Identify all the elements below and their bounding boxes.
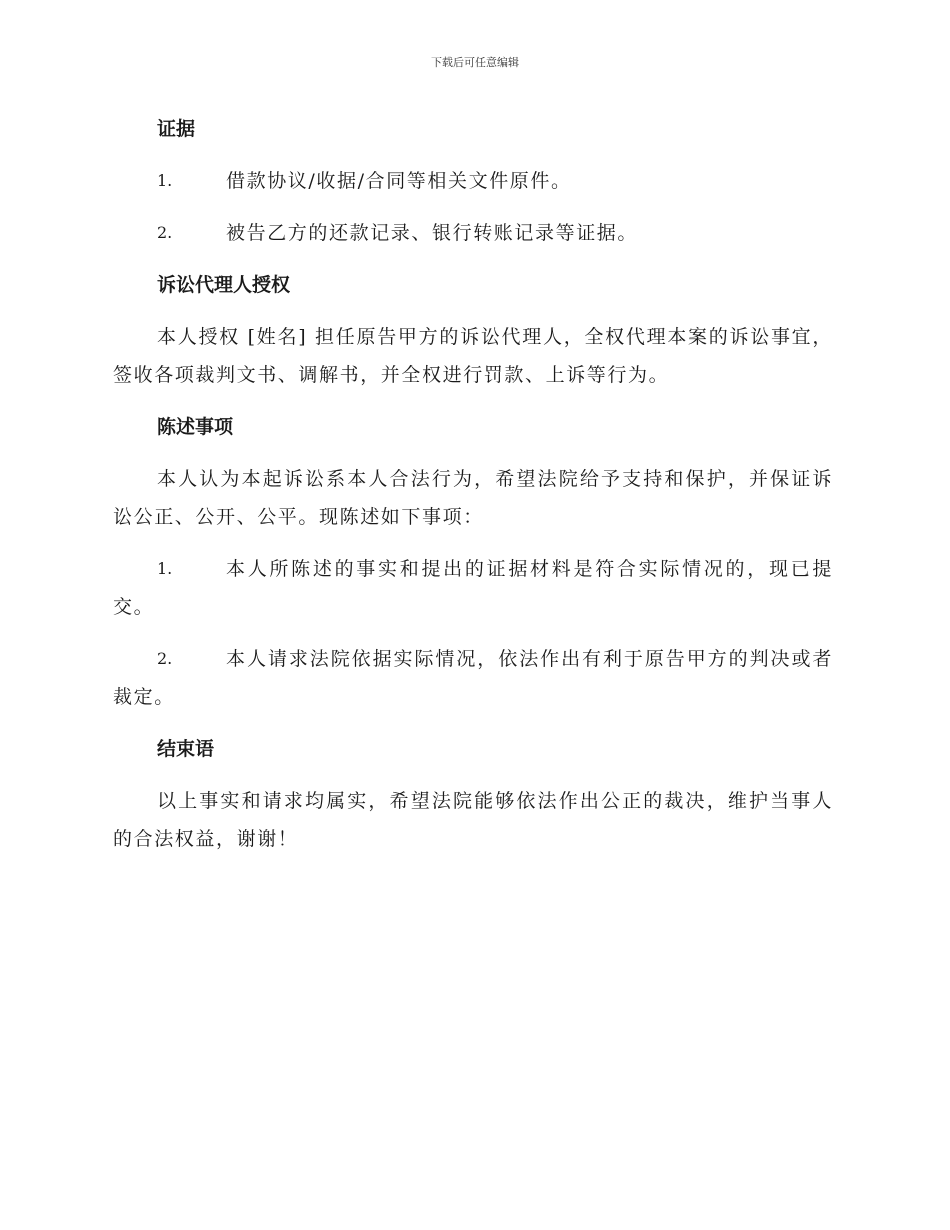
evidence-item [113, 162, 833, 200]
statement-item-text: 本人所陈述的事实和提出的证据材料是符合实际情况的，现已提交。 [113, 558, 833, 618]
section-title-statement: 陈述事项 [157, 416, 234, 438]
statement-item-number: 2. [157, 649, 173, 668]
statement-item [113, 640, 833, 716]
statement-item [113, 550, 833, 626]
document-body [113, 110, 833, 872]
evidence-item-number: 1. [157, 171, 173, 190]
closing-paragraph: 以上事实和请求均属实，希望法院能够依法作出公正的裁决，维护当事人的合法权益，谢谢！ [113, 790, 833, 850]
agent-paragraph: 本人授权 [姓名] 担任原告甲方的诉讼代理人，全权代理本案的诉讼事宜，签收各项裁判文书、调解书，并全权进行罚款、上诉等行为。 [113, 326, 833, 386]
statement-item-text: 本人请求法院依据实际情况，依法作出有利于原告甲方的判决或者裁定。 [113, 648, 833, 708]
section-title-evidence: 证据 [157, 118, 196, 140]
evidence-item [113, 214, 833, 252]
statement-item-number: 1. [157, 559, 173, 578]
evidence-item-text: 被告乙方的还款记录、银行转账记录等证据。 [226, 222, 639, 244]
evidence-item-text: 借款协议/收据/合同等相关文件原件。 [226, 170, 572, 192]
statement-intro: 本人认为本起诉讼系本人合法行为，希望法院给予支持和保护，并保证诉讼公正、公开、公平。现陈述如下事项： [113, 468, 833, 528]
section-title-closing: 结束语 [157, 738, 215, 760]
evidence-item-number: 2. [157, 223, 173, 242]
section-title-agent: 诉讼代理人授权 [157, 274, 291, 296]
header-note: 下载后可任意编辑 [431, 56, 519, 69]
